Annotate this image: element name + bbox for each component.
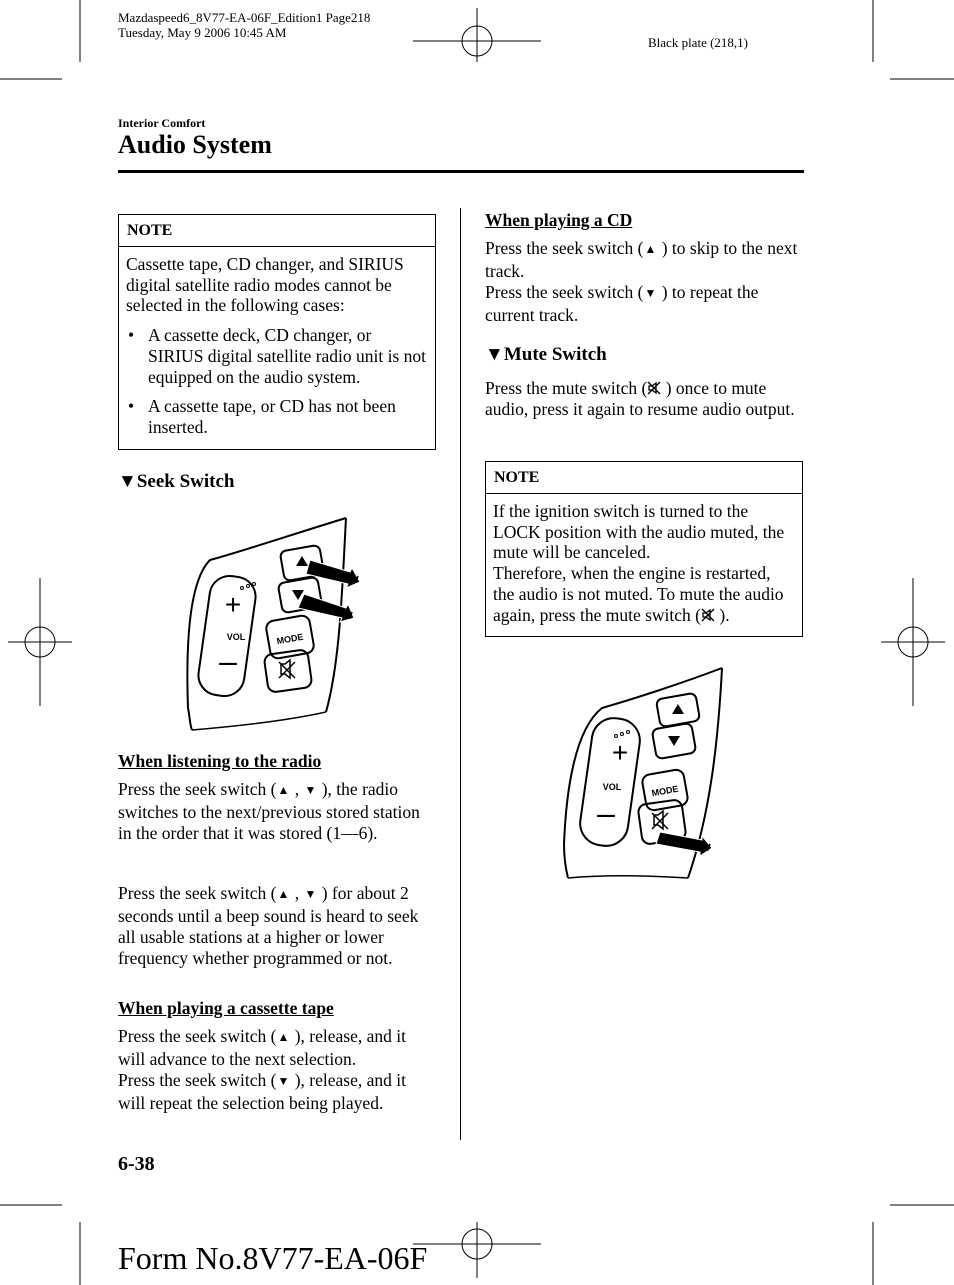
cassette-line-1	[118, 1026, 436, 1070]
radio-heading: When listening to the radio	[118, 751, 322, 771]
seek-down-icon: ▼	[644, 286, 657, 300]
note-body	[486, 494, 802, 631]
title-rule	[118, 170, 804, 173]
text: Press the seek switch (	[118, 779, 277, 799]
mute-paragraph	[485, 378, 803, 420]
mute-switch-heading	[485, 344, 607, 366]
text: Press the seek switch (	[118, 883, 277, 903]
cd-paragraph	[485, 238, 803, 326]
vol-label: VOL	[226, 632, 246, 642]
pointer-arrow-up	[306, 560, 360, 588]
seek-up-icon: ▲	[277, 783, 290, 797]
mute-icon	[701, 608, 715, 622]
seek-down-icon: ▼	[277, 1074, 290, 1088]
bullet-dot: •	[128, 325, 135, 346]
note-heading: NOTE	[119, 215, 435, 247]
text: ).	[715, 604, 730, 625]
text: ) to skip to the next track.	[485, 238, 798, 281]
text: ), release, and it will advance to the next selection.	[118, 1026, 406, 1069]
text: ,	[290, 883, 304, 903]
mute-icon	[647, 381, 661, 395]
cassette-paragraph	[118, 1026, 436, 1114]
bullet-text: A cassette deck, CD changer, or SIRIUS digital satellite radio unit is not equipped on the audio system.	[148, 325, 427, 387]
text: ,	[290, 779, 304, 799]
print-file-line1: Mazdaspeed6_8V77-EA-06F_Edition1 Page218	[118, 10, 371, 25]
note-box-1	[118, 214, 436, 450]
mode-label: MODE	[650, 783, 680, 799]
heading-marker: ▼	[485, 344, 504, 365]
note-line-2	[493, 563, 794, 625]
cd-heading: When playing a CD	[485, 210, 633, 230]
cassette-heading: When playing a cassette tape	[118, 998, 334, 1018]
mute-icon	[652, 811, 668, 829]
seek-switch-figure	[180, 512, 370, 734]
text: Press the seek switch (	[118, 1026, 277, 1046]
note-line-1: If the ignition switch is turned to the LOCK position with the audio muted, the mute will be canceled.	[493, 501, 785, 563]
vol-plus-label: +	[611, 737, 629, 768]
text: ) once to mute audio, press it again to resume audio output.	[485, 378, 795, 419]
seek-down-icon	[668, 736, 680, 746]
print-file-info	[118, 10, 370, 40]
note-box-2	[485, 461, 803, 637]
note-heading: NOTE	[486, 462, 802, 494]
page-title: Audio System	[118, 130, 272, 159]
column-divider	[460, 208, 461, 1140]
page-number: 6-38	[118, 1153, 155, 1175]
vol-minus-label: –	[597, 795, 615, 831]
seek-up-icon: ▲	[277, 887, 290, 901]
seek-up-icon	[672, 704, 684, 714]
bullet-dot: •	[128, 396, 135, 417]
vol-plus-label: +	[224, 589, 242, 620]
cd-line-2	[485, 282, 803, 326]
seek-up-icon	[296, 556, 308, 566]
note-bullet	[126, 396, 427, 437]
seek-down-icon: ▼	[304, 887, 317, 901]
mute-icon	[279, 660, 295, 678]
heading-text: Seek Switch	[136, 471, 235, 492]
text: ), release, and it will repeat the selection being played.	[118, 1070, 406, 1113]
mode-label: MODE	[275, 631, 305, 647]
text: Press the seek switch (	[118, 1070, 277, 1090]
note-bullet	[126, 325, 427, 387]
form-number: Form No.8V77-EA-06F	[118, 1240, 428, 1276]
text: Press the seek switch (	[485, 282, 644, 302]
section-label: Interior Comfort	[118, 116, 206, 130]
text: Therefore, when the engine is restarted, the audio is not muted. To mute the audio again, press the mute switch (	[493, 563, 784, 625]
cd-line-1	[485, 238, 803, 282]
text: ) for about 2 seconds until a beep sound is heard to seek all usable stations at a higher or lower frequency whether programmed or not.	[118, 883, 419, 968]
radio-paragraph-1	[118, 779, 436, 844]
seek-up-icon: ▲	[644, 242, 657, 256]
heading-marker: ▼	[118, 471, 137, 492]
note-intro: Cassette tape, CD changer, and SIRIUS digital satellite radio modes cannot be selected in the following cases:	[126, 254, 404, 316]
text: ), the radio switches to the next/previous stored station in the order that it was stored (1—6).	[118, 779, 420, 843]
seek-down-icon: ▼	[304, 783, 317, 797]
mute-switch-figure	[560, 664, 730, 886]
note-body	[119, 247, 435, 444]
text: Press the seek switch (	[485, 238, 644, 258]
text: Press the mute switch (	[485, 378, 648, 398]
seek-up-icon: ▲	[277, 1030, 290, 1044]
heading-text: Mute Switch	[503, 344, 607, 365]
seek-switch-heading	[118, 471, 234, 493]
vol-minus-label: –	[219, 643, 237, 679]
radio-paragraph-2	[118, 883, 436, 969]
plate-info: Black plate (218,1)	[648, 35, 748, 50]
vol-label: VOL	[602, 782, 622, 792]
text: ) to repeat the current track.	[485, 282, 759, 325]
bullet-text: A cassette tape, or CD has not been inserted.	[148, 396, 396, 437]
cassette-line-2	[118, 1070, 436, 1114]
print-file-line2: Tuesday, May 9 2006 10:45 AM	[118, 25, 287, 40]
